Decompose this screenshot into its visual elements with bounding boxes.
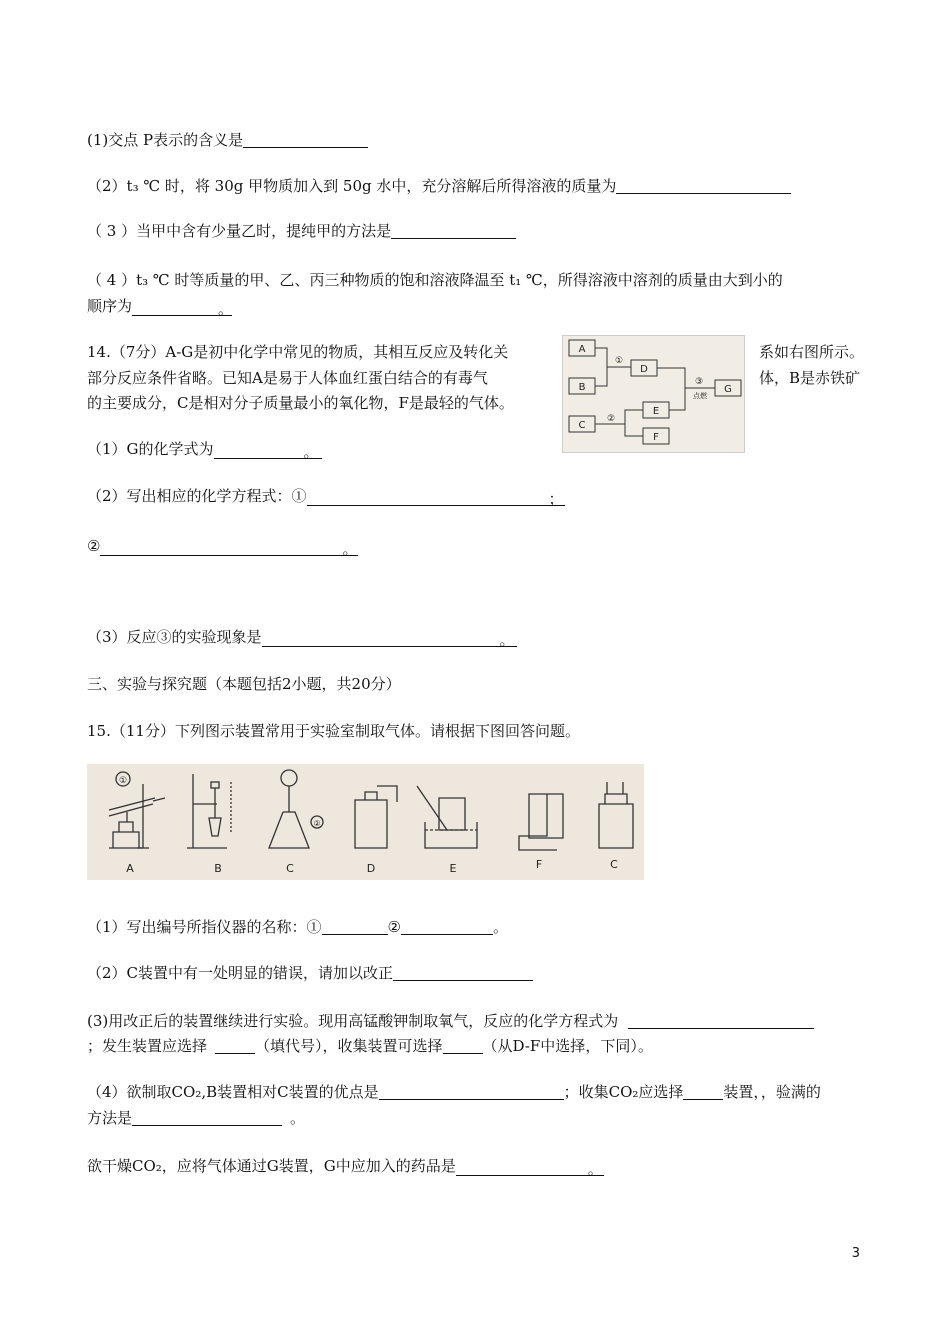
- q14-part2: （2）写出相应的化学方程式：① ；: [87, 487, 564, 508]
- answer-blank[interactable]: [401, 918, 493, 935]
- answer-blank[interactable]: [391, 222, 516, 239]
- q15-intro: 15.（11分）下列图示装置常用于实验室制取气体。请根据下图回答问题。: [87, 722, 580, 740]
- q15-part3-line1: (3)用改正后的装置继续进行实验。现用高锰酸钾制取氧气，反应的化学方程式为: [87, 1011, 814, 1031]
- label-b: B: [578, 382, 586, 393]
- q13-part2: （2）t₃ ℃ 时，将 30g 甲物质加入到 50g 水中，充分溶解后所得溶液的质量为: [87, 176, 791, 196]
- answer-blank[interactable]: [132, 1109, 282, 1126]
- label-e: E: [652, 406, 660, 417]
- arrow-label-2: ②: [606, 414, 616, 424]
- q15-part2: （2）C装置中有一处明显的错误，请加以改正: [87, 963, 533, 983]
- answer-blank[interactable]: [443, 1037, 483, 1054]
- answer-blank[interactable]: 。: [132, 299, 232, 316]
- label-A: A: [126, 862, 134, 875]
- answer-blank[interactable]: [628, 1012, 814, 1029]
- q13-part3: （ 3 ）当甲中含有少量乙时，提纯甲的方法是: [87, 221, 516, 241]
- apparatus-figure: [87, 764, 644, 880]
- q13-part4-line2: 顺序为 。: [87, 297, 234, 318]
- arrow-label-3: ③: [694, 377, 704, 387]
- answer-blank[interactable]: [393, 964, 533, 981]
- q15-part4-line1: （4）欲制取CO₂,B装置相对C装置的优点是 ；收集CO₂应选择 装置，，验满的: [87, 1083, 821, 1101]
- label-G: C: [610, 858, 618, 871]
- q13-part4-line1: （ 4 ）t₃ ℃ 时等质量的甲、乙、丙三种物质的饱和溶液降温至 t₁ ℃，所得溶液中溶剂的质量由大到小的: [87, 271, 783, 289]
- page-number: 3: [851, 1246, 860, 1261]
- label-B: B: [214, 862, 222, 875]
- label-g: G: [724, 384, 732, 395]
- q14-intro-line2: 部分反应条件省略。已知A是易于人体血红蛋白结合的有毒气: [87, 369, 488, 387]
- q14-intro-line1-right: 系如右图所示。: [759, 343, 865, 361]
- answer-blank[interactable]: [379, 1083, 564, 1100]
- label-a: A: [578, 344, 586, 355]
- q13-part1: (1)交点 P表示的含义是: [87, 130, 368, 150]
- answer-blank[interactable]: ；: [307, 489, 565, 506]
- arrow-label-ignite: 点燃: [693, 392, 707, 400]
- q14-intro-line2-right: 体，B是赤铁矿: [759, 369, 861, 387]
- answer-blank[interactable]: [683, 1083, 723, 1100]
- circled-2: ②: [313, 819, 321, 828]
- arrow-label-1: ①: [614, 356, 624, 366]
- label-E: E: [449, 862, 457, 875]
- q14-intro-line1: 14.（7分）A-G是初中化学中常见的物质，其相互反应及转化关: [87, 343, 509, 361]
- answer-blank[interactable]: 。: [214, 442, 322, 459]
- answer-blank[interactable]: 。: [262, 630, 517, 647]
- answer-blank[interactable]: [616, 177, 791, 194]
- q15-part4-line2: 方法是 。: [87, 1109, 306, 1127]
- section-heading: 三、实验与探究题（本题包括2小题，共20分）: [87, 675, 401, 693]
- q15-part1: （1）写出编号所指仪器的名称：① ② 。: [87, 918, 509, 936]
- label-C: C: [286, 862, 294, 875]
- q14-part3: （3）反应③的实验现象是 。: [87, 628, 515, 649]
- q15-part3-line2: ；发生装置应选择 （填代号），收集装置可选择 （从D-F中选择，下同）。: [87, 1037, 653, 1055]
- answer-blank[interactable]: [243, 131, 368, 148]
- answer-blank[interactable]: [215, 1037, 255, 1054]
- answer-blank[interactable]: 。: [100, 539, 358, 556]
- q14-part2b: ② 。: [87, 537, 358, 558]
- q14-intro-line3: 的主要成分，C是相对分子质量最小的氧化物，F是最轻的气体。: [87, 394, 514, 412]
- q14-part1: （1）G的化学式为 。: [87, 439, 322, 459]
- label-d: D: [640, 364, 648, 375]
- label-c: C: [578, 420, 586, 431]
- label-F: F: [535, 858, 543, 871]
- label-f: F: [653, 432, 659, 443]
- q15-part5: 欲干燥CO₂，应将气体通过G装置，G中应加入的药品是 。: [87, 1157, 603, 1178]
- label-D: D: [366, 862, 376, 875]
- circled-1: ①: [118, 776, 128, 786]
- reaction-diagram: [562, 335, 745, 453]
- answer-blank[interactable]: [322, 918, 388, 935]
- answer-blank[interactable]: 。: [456, 1159, 604, 1176]
